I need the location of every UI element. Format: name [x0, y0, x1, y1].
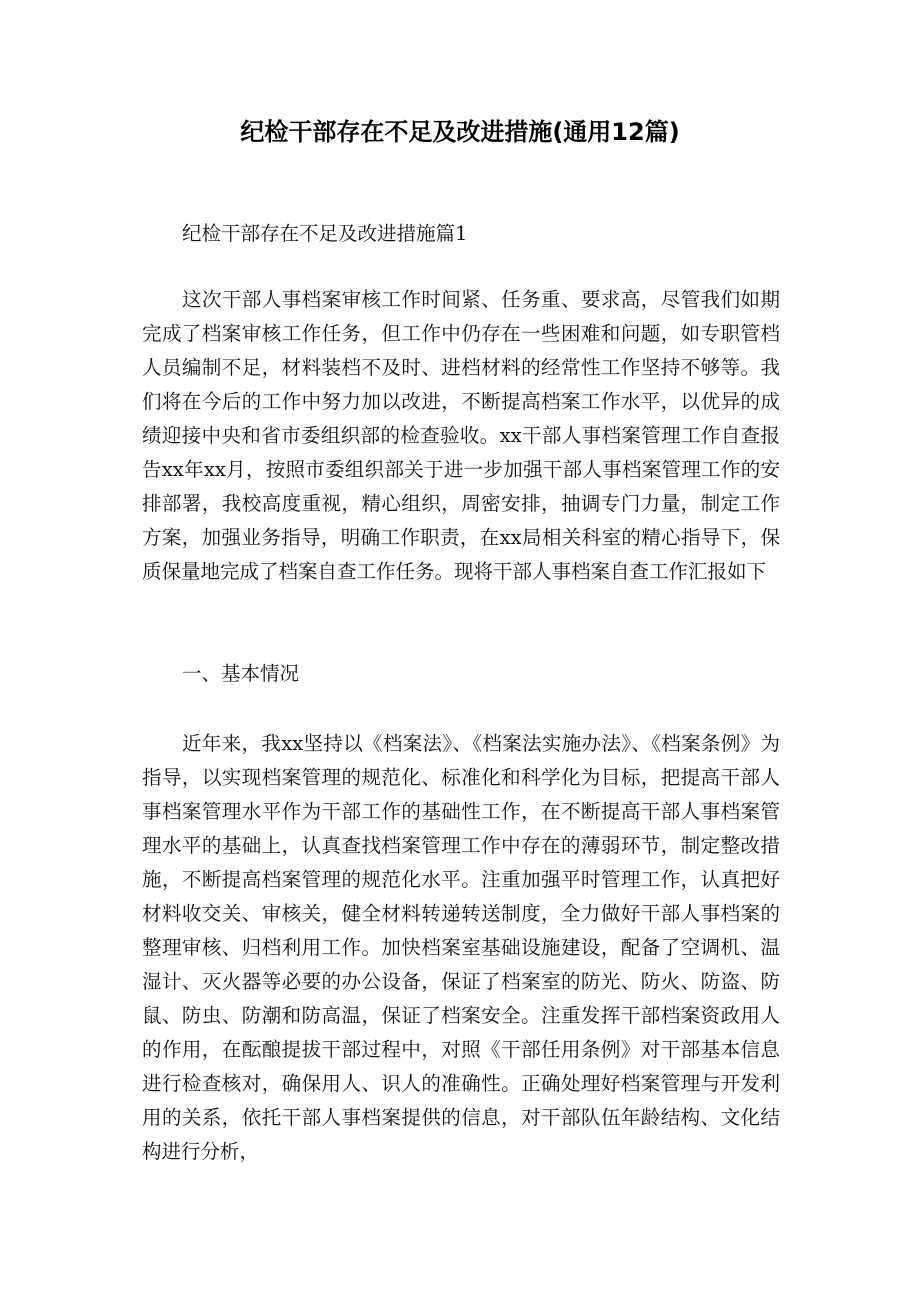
section-title: 纪检干部存在不足及改进措施篇1 — [182, 222, 468, 245]
section-heading-basic-situation: 一、基本情况 — [182, 662, 300, 685]
paragraph-1: 这次干部人事档案审核工作时间紧、任务重、要求高，尽管我们如期完成了档案审核工作任务，但工作中仍存在一些困难和问题，如专职管档人员编制不足，材料装档不及时、进档材料的经常性工作坚持不够等。我们将在今后的工作中努力加以改进，不断提高档案工作水平，以优异的成绩迎接中央和省市委组织部的检查验收。xx干部人事档案管理工作自查报告xx年xx月，按照市委组织部关于进一步加强干部人事档案管理工作的安排部署，我校高度重视，精心组织，周密安排，抽调专门力量，制定工作方案，加强业务指导，明确工作职责，在xx局相关科室的精心指导下，保质保量地完成了档案自查工作任务。现将干部人事档案自查工作汇报如下 — [142, 288, 780, 583]
document-title: 纪检干部存在不足及改进措施(通用12篇) — [240, 118, 680, 146]
paragraph-2: 近年来，我xx坚持以《档案法》、《档案法实施办法》、《档案条例》为指导，以实现档案管理的规范化、标准化和科学化为目标，把提高干部人事档案管理水平作为干部工作的基础性工作，在不断提高干部人事档案管理水平的基础上，认真查找档案管理工作中存在的薄弱环节，制定整改措施，不断提高档案管理的规范化水平。注重加强平时管理工作，认真把好材料收交关、审核关，健全材料转递转送制度，全力做好干部人事档案的整理审核、归档利用工作。加快档案室基础设施建设，配备了空调机、温湿计、灭火器等必要的办公设备，保证了档案室的防光、防火、防盗、防鼠、防虫、防潮和防高温，保证了档案安全。注重发挥干部档案资政用人的作用，在酝酿提拔干部过程中，对照《干部任用条例》对干部基本信息进行检查核对，确保用人、识人的准确性。正确处理好档案管理与开发利用的关系，依托干部人事档案提供的信息，对干部队伍年龄结构、文化结构进行分析， — [142, 732, 780, 1163]
